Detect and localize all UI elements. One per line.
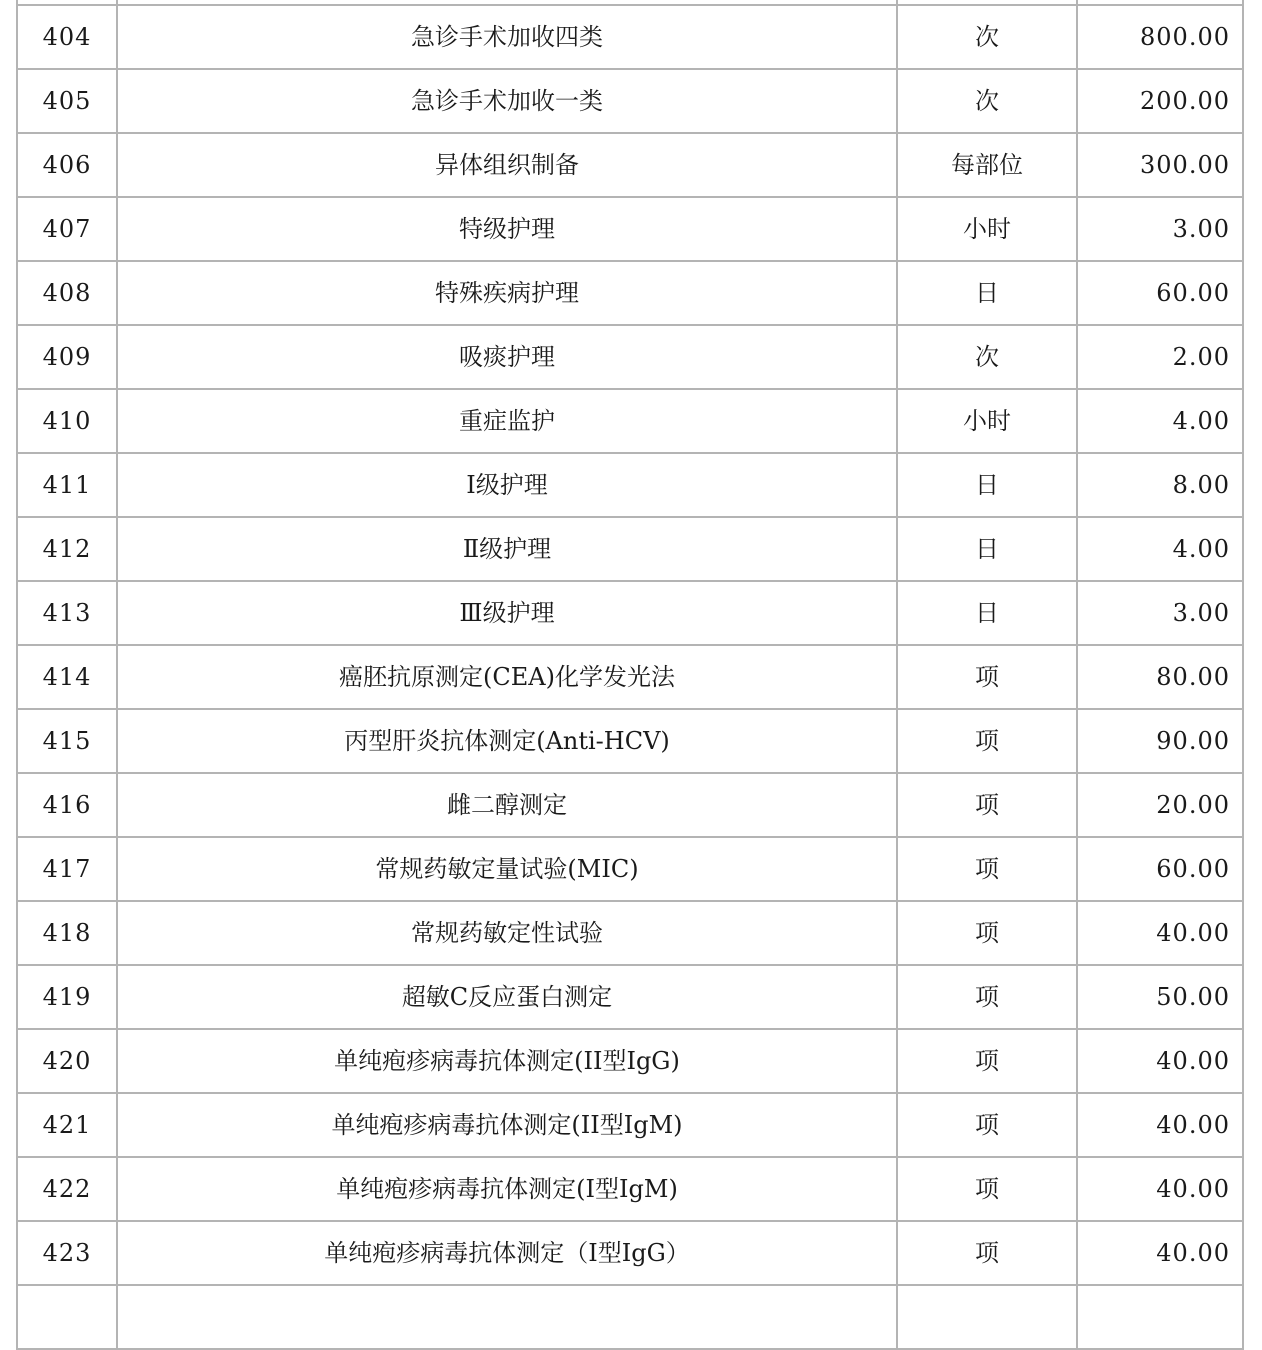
- item-name: 重症监护: [117, 389, 897, 453]
- item-unit: 项: [897, 901, 1077, 965]
- item-price: 60.00: [1077, 837, 1243, 901]
- item-name: 单纯疱疹病毒抗体测定(II型IgM): [117, 1093, 897, 1157]
- item-name: 雌二醇测定: [117, 773, 897, 837]
- item-name: 异体组织制备: [117, 133, 897, 197]
- item-number: 404: [17, 5, 117, 69]
- item-price: 60.00: [1077, 261, 1243, 325]
- item-unit: 项: [897, 709, 1077, 773]
- item-number: [17, 1285, 117, 1349]
- item-number: 421: [17, 1093, 117, 1157]
- item-number: 409: [17, 325, 117, 389]
- item-number: 411: [17, 453, 117, 517]
- item-unit: 项: [897, 1157, 1077, 1221]
- item-number: 423: [17, 1221, 117, 1285]
- table-row: [17, 453, 1243, 517]
- item-name: 特殊疾病护理: [117, 261, 897, 325]
- item-unit: 项: [897, 1221, 1077, 1285]
- item-number: 415: [17, 709, 117, 773]
- item-number: 419: [17, 965, 117, 1029]
- item-price: 40.00: [1077, 901, 1243, 965]
- item-unit: 小时: [897, 197, 1077, 261]
- table-row: [17, 901, 1243, 965]
- table-row: [17, 837, 1243, 901]
- item-unit: 次: [897, 5, 1077, 69]
- item-price: 3.00: [1077, 581, 1243, 645]
- item-name: 丙型肝炎抗体测定(Anti-HCV): [117, 709, 897, 773]
- item-unit: 项: [897, 1029, 1077, 1093]
- item-number: 417: [17, 837, 117, 901]
- item-number: 413: [17, 581, 117, 645]
- item-unit: 日: [897, 453, 1077, 517]
- item-name: 常规药敏定性试验: [117, 901, 897, 965]
- item-unit: 项: [897, 1093, 1077, 1157]
- table-row: [17, 69, 1243, 133]
- table-row: [17, 197, 1243, 261]
- item-unit: 每部位: [897, 133, 1077, 197]
- table-row: [17, 1029, 1243, 1093]
- table-row: [17, 1221, 1243, 1285]
- item-price: 50.00: [1077, 965, 1243, 1029]
- table-row: [17, 1157, 1243, 1221]
- item-unit: 项: [897, 773, 1077, 837]
- item-unit: 次: [897, 69, 1077, 133]
- item-name: 急诊手术加收一类: [117, 69, 897, 133]
- item-number: 405: [17, 69, 117, 133]
- table-row: [17, 389, 1243, 453]
- item-name: 单纯疱疹病毒抗体测定(II型IgG): [117, 1029, 897, 1093]
- table-row: [17, 5, 1243, 69]
- item-unit: 次: [897, 325, 1077, 389]
- table-row: [17, 1285, 1243, 1349]
- table-row: [17, 133, 1243, 197]
- item-price: 40.00: [1077, 1093, 1243, 1157]
- item-price: [1077, 1285, 1243, 1349]
- item-name: Ⅱ级护理: [117, 517, 897, 581]
- item-number: 408: [17, 261, 117, 325]
- table-row: [17, 325, 1243, 389]
- item-name: 癌胚抗原测定(CEA)化学发光法: [117, 645, 897, 709]
- item-number: 412: [17, 517, 117, 581]
- item-price: 40.00: [1077, 1157, 1243, 1221]
- item-name: 常规药敏定量试验(MIC): [117, 837, 897, 901]
- item-number: 414: [17, 645, 117, 709]
- item-unit: 项: [897, 645, 1077, 709]
- table-row: [17, 709, 1243, 773]
- item-price: 40.00: [1077, 1221, 1243, 1285]
- item-price: 800.00: [1077, 5, 1243, 69]
- table-row: [17, 1093, 1243, 1157]
- item-price: 2.00: [1077, 325, 1243, 389]
- item-price: 80.00: [1077, 645, 1243, 709]
- item-unit: 日: [897, 517, 1077, 581]
- item-number: 418: [17, 901, 117, 965]
- item-price: 3.00: [1077, 197, 1243, 261]
- item-price: 200.00: [1077, 69, 1243, 133]
- item-number: 416: [17, 773, 117, 837]
- item-number: 410: [17, 389, 117, 453]
- table-row: [17, 645, 1243, 709]
- table-row: [17, 581, 1243, 645]
- item-name: 特级护理: [117, 197, 897, 261]
- item-number: 407: [17, 197, 117, 261]
- item-unit: 小时: [897, 389, 1077, 453]
- table-row: [17, 517, 1243, 581]
- item-price: 4.00: [1077, 517, 1243, 581]
- item-name: Ⅲ级护理: [117, 581, 897, 645]
- item-price: 8.00: [1077, 453, 1243, 517]
- item-name: 急诊手术加收四类: [117, 5, 897, 69]
- item-name: 单纯疱疹病毒抗体测定(I型IgM): [117, 1157, 897, 1221]
- price-table: [16, 0, 1244, 1350]
- item-unit: 日: [897, 261, 1077, 325]
- table-row: [17, 773, 1243, 837]
- item-unit: 项: [897, 965, 1077, 1029]
- item-name: Ⅰ级护理: [117, 453, 897, 517]
- item-name: 超敏C反应蛋白测定: [117, 965, 897, 1029]
- item-number: 406: [17, 133, 117, 197]
- item-price: 40.00: [1077, 1029, 1243, 1093]
- item-unit: [897, 1285, 1077, 1349]
- item-name: [117, 1285, 897, 1349]
- item-name: 吸痰护理: [117, 325, 897, 389]
- item-price: 90.00: [1077, 709, 1243, 773]
- item-number: 422: [17, 1157, 117, 1221]
- table-row: [17, 965, 1243, 1029]
- item-name: 单纯疱疹病毒抗体测定（I型IgG）: [117, 1221, 897, 1285]
- item-price: 4.00: [1077, 389, 1243, 453]
- item-price: 20.00: [1077, 773, 1243, 837]
- item-price: 300.00: [1077, 133, 1243, 197]
- item-number: 420: [17, 1029, 117, 1093]
- item-unit: 项: [897, 837, 1077, 901]
- price-table-body: [17, 0, 1243, 1349]
- price-table-container: [16, 0, 1242, 1350]
- item-unit: 日: [897, 581, 1077, 645]
- table-row: [17, 261, 1243, 325]
